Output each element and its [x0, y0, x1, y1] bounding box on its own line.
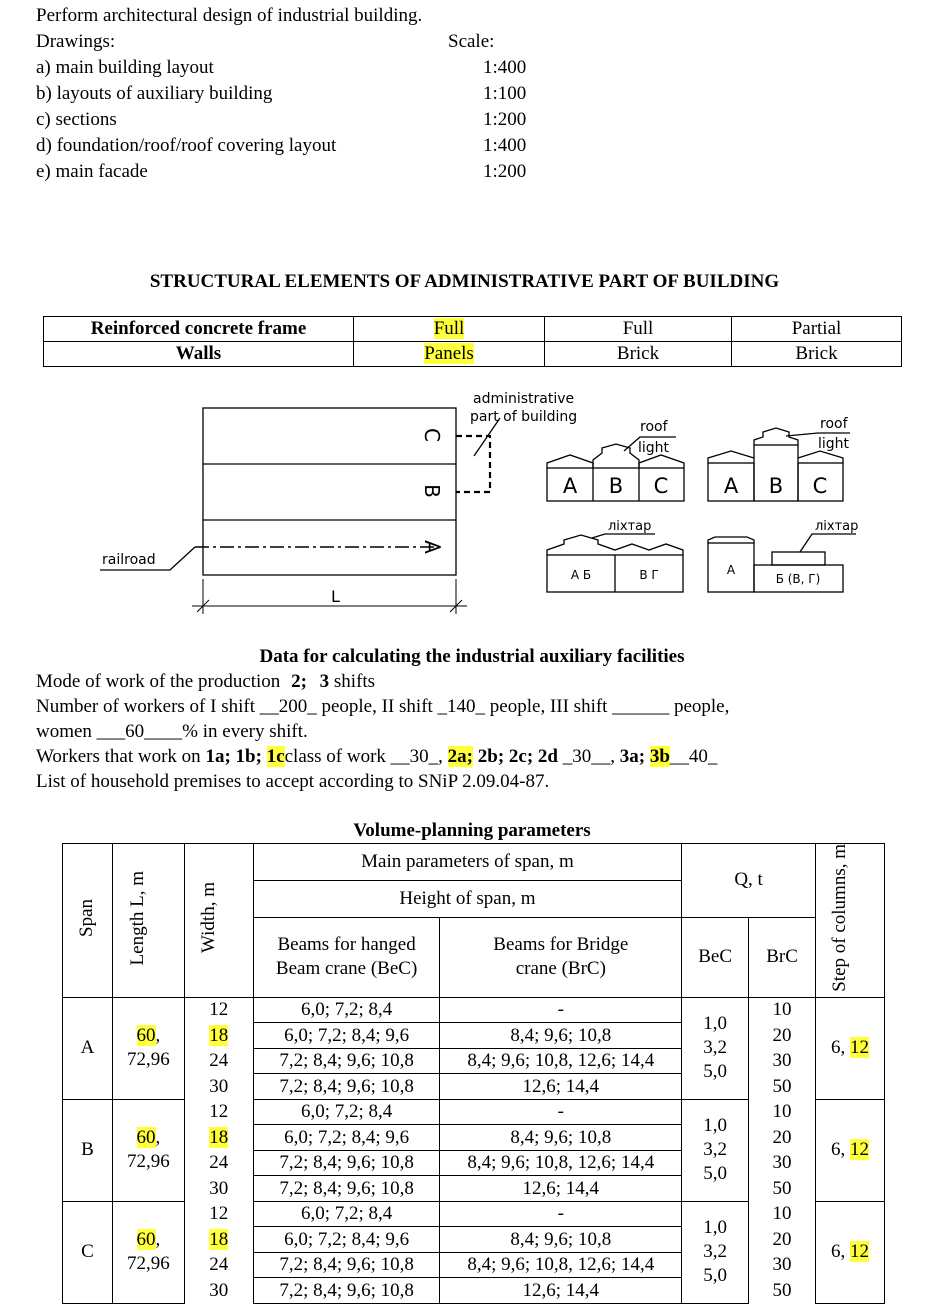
table-row — [63, 1150, 885, 1176]
premises-line: List of household premises to accept according to SNiP 2.09.04-87. — [36, 771, 550, 792]
q-brc-cell: 30 — [749, 1150, 816, 1176]
q-brc-cell: 10 — [749, 997, 816, 1023]
admin-label: part of building — [470, 409, 578, 425]
header-bec: Beams for hanged Beam crane (BeC) — [253, 917, 440, 997]
width-value: 30 — [209, 1279, 229, 1301]
q-brc-cell: 50 — [749, 1074, 816, 1100]
class-1ab: 1a; 1b; — [205, 746, 262, 767]
table-row — [63, 1176, 885, 1202]
brc-height-cell: 8,4; 9,6; 10,8, 12,6; 14,4 — [440, 1252, 682, 1278]
table-row — [63, 1125, 885, 1151]
railroad-label: railroad — [102, 552, 156, 568]
q-bec-cell — [682, 997, 749, 1099]
length-cell — [112, 1099, 184, 1201]
drawing-item-scale: 1:100 — [483, 83, 527, 104]
bec-height-cell: 6,0; 7,2; 8,4; 9,6 — [253, 1125, 440, 1151]
length-comma: , — [155, 1127, 161, 1149]
table-row — [63, 1278, 885, 1304]
header-main-params: Main parameters of span, m — [253, 844, 681, 881]
section1-roof-light — [593, 444, 639, 468]
q-brc-cell: 10 — [749, 1201, 816, 1227]
length-label: L — [331, 587, 340, 606]
span-label-c: C — [420, 428, 444, 442]
header-height: Height of span, m — [253, 880, 681, 917]
bec-height-cell: 7,2; 8,4; 9,6; 10,8 — [253, 1278, 440, 1304]
drawing-item-name: b) layouts of auxiliary building — [36, 83, 273, 104]
width-value: 12 — [209, 1101, 229, 1123]
lihtar-label: ліхтар — [608, 519, 652, 534]
table-row — [63, 1252, 885, 1278]
bec-height-cell: 7,2; 8,4; 9,6; 10,8 — [253, 1074, 440, 1100]
class-mid2: _30__, — [562, 746, 615, 767]
class-3b: 3b — [649, 746, 670, 767]
aux-heading: Data for calculating the industrial auxiliary facilities — [259, 646, 685, 667]
length-comma: , — [155, 1229, 161, 1251]
mode-3: 3 — [319, 671, 330, 692]
header-q-brc: BrC — [749, 917, 816, 997]
highlighted-step: 12 — [850, 1139, 869, 1161]
step-cell — [816, 997, 885, 1099]
q-brc-cell: 30 — [749, 1048, 816, 1074]
q-bec-value: 1,0 — [703, 1013, 727, 1035]
class-1c: 1c — [266, 746, 285, 767]
section2-roof-light — [754, 428, 798, 445]
bec-height-cell: 6,0; 7,2; 8,4 — [253, 997, 440, 1023]
span-cell: B — [63, 1099, 113, 1201]
section4-roof — [708, 537, 754, 543]
q-bec-cell — [682, 1201, 749, 1303]
structural-option: Brick — [732, 342, 902, 367]
width-cell — [184, 1074, 253, 1100]
section1-roof — [639, 455, 684, 468]
class-end: __40_ — [669, 746, 718, 767]
mode-line — [36, 671, 375, 693]
drawing-item-scale: 1:400 — [483, 57, 527, 78]
length-cell — [112, 1201, 184, 1303]
light-label: light — [638, 440, 670, 456]
width-cell — [184, 1150, 253, 1176]
section3-label: В Г — [639, 568, 659, 582]
women-line: women ___60____% in every shift. — [36, 721, 308, 742]
structural-label: Reinforced concrete frame — [44, 317, 354, 342]
width-cell — [184, 1227, 253, 1253]
volume-title: Volume-planning parameters — [353, 820, 591, 841]
q-brc-cell: 20 — [749, 1227, 816, 1253]
brc-height-cell: 8,4; 9,6; 10,8, 12,6; 14,4 — [440, 1150, 682, 1176]
drawings-label: Drawings: — [36, 31, 116, 52]
step-cell — [816, 1099, 885, 1201]
brc-height-cell: 8,4; 9,6; 10,8 — [440, 1023, 682, 1049]
admin-part-outline — [456, 436, 490, 492]
class-mid: class of work __30_, — [284, 746, 443, 767]
width-cell — [184, 1048, 253, 1074]
width-cell — [184, 1201, 253, 1227]
width-cell — [184, 1125, 253, 1151]
highlighted-length: 60 — [136, 1025, 156, 1047]
brc-height-cell: 8,4; 9,6; 10,8 — [440, 1125, 682, 1151]
width-cell — [184, 1099, 253, 1125]
drawing-item-name: e) main facade — [36, 161, 148, 182]
width-value: 24 — [209, 1152, 229, 1174]
q-bec-value: 3,2 — [703, 1139, 727, 1161]
span-label-a: A — [420, 540, 444, 554]
workers-line: Number of workers of I shift __200_ people, II shift _140_ people, III shift ______ people, — [36, 696, 730, 717]
q-brc-cell: 50 — [749, 1176, 816, 1202]
width-value: 30 — [209, 1177, 229, 1199]
header-span: Span — [63, 844, 113, 998]
building-diagram — [0, 0, 929, 640]
class-2a: 2a; — [447, 746, 473, 767]
structural-label: Walls — [44, 342, 354, 367]
highlighted-option: Panels — [424, 343, 474, 364]
drawing-item-name: d) foundation/roof/roof covering layout — [36, 135, 337, 156]
scale-label: Scale: — [448, 31, 495, 52]
bec-height-cell: 7,2; 8,4; 9,6; 10,8 — [253, 1176, 440, 1202]
drawing-item-scale: 1:400 — [483, 135, 527, 156]
table-row — [63, 997, 885, 1023]
width-value: 18 — [209, 1228, 229, 1250]
header-q-bec: BeC — [682, 917, 749, 997]
length-rest: 72,96 — [127, 1049, 170, 1071]
highlighted-step: 12 — [850, 1037, 869, 1059]
bec-height-cell: 7,2; 8,4; 9,6; 10,8 — [253, 1048, 440, 1074]
section2-roof — [798, 451, 843, 463]
lihtar-label: ліхтар — [815, 519, 859, 534]
width-cell — [184, 1176, 253, 1202]
section3-roof-leader — [592, 534, 655, 538]
bec-height-cell: 7,2; 8,4; 9,6; 10,8 — [253, 1252, 440, 1278]
roof-label: roof — [640, 419, 668, 435]
brc-height-cell: - — [440, 1201, 682, 1227]
section2-label: B — [768, 474, 784, 498]
structural-option: Partial — [732, 317, 902, 342]
bec-height-cell: 6,0; 7,2; 8,4 — [253, 1201, 440, 1227]
table-row — [63, 1048, 885, 1074]
width-value: 30 — [209, 1075, 229, 1097]
step-value: 6, — [831, 1241, 846, 1263]
brc-height-cell: 8,4; 9,6; 10,8 — [440, 1227, 682, 1253]
section3-roof — [547, 535, 683, 555]
section1-roof — [547, 455, 593, 468]
admin-label: administrative — [473, 391, 575, 407]
header-width: Width, m — [184, 844, 253, 998]
width-value: 24 — [209, 1254, 229, 1276]
table-row — [63, 1227, 885, 1253]
width-value: 18 — [209, 1126, 229, 1148]
section4-label: Б (В, Г) — [775, 572, 821, 586]
drawing-item-name: c) sections — [36, 109, 117, 130]
brc-height-cell: 12,6; 14,4 — [440, 1074, 682, 1100]
main-building-outline — [203, 408, 456, 575]
section4-roof-light — [772, 552, 825, 565]
length-comma: , — [155, 1025, 161, 1047]
section2-label: C — [812, 474, 828, 498]
q-brc-cell: 10 — [749, 1099, 816, 1125]
brc-height-cell: 12,6; 14,4 — [440, 1278, 682, 1304]
task-text: Perform architectural design of industrial building. — [36, 5, 423, 26]
step-cell — [816, 1201, 885, 1303]
q-bec-value: 5,0 — [703, 1061, 727, 1083]
width-value: 12 — [209, 999, 229, 1021]
q-bec-value: 1,0 — [703, 1217, 727, 1239]
class-line — [36, 746, 717, 768]
brc-height-cell: - — [440, 997, 682, 1023]
brc-height-cell: 8,4; 9,6; 10,8, 12,6; 14,4 — [440, 1048, 682, 1074]
step-value: 6, — [831, 1139, 846, 1161]
volume-table — [62, 843, 885, 1304]
highlighted-length: 60 — [136, 1229, 156, 1251]
structural-heading: STRUCTURAL ELEMENTS OF ADMINISTRATIVE PART OF BUILDING — [149, 271, 780, 292]
span-cell: C — [63, 1201, 113, 1303]
q-bec-value: 3,2 — [703, 1037, 727, 1059]
q-brc-cell: 30 — [749, 1252, 816, 1278]
class-2bcd: 2b; 2c; 2d — [477, 746, 558, 767]
step-value: 6, — [831, 1037, 846, 1059]
section3-label: А Б — [570, 568, 592, 582]
width-value: 18 — [209, 1024, 229, 1046]
q-bec-value: 5,0 — [703, 1265, 727, 1287]
span-cell: A — [63, 997, 113, 1099]
section1-label: B — [608, 474, 624, 498]
width-value: 12 — [209, 1203, 229, 1225]
light-label: light — [818, 436, 850, 452]
length-rest: 72,96 — [127, 1253, 170, 1275]
drawing-item-name: a) main building layout — [36, 57, 214, 78]
section1-label: A — [562, 474, 578, 498]
highlighted-step: 12 — [850, 1241, 869, 1263]
width-cell — [184, 997, 253, 1023]
section4-roof-leader — [800, 534, 856, 552]
width-cell — [184, 1278, 253, 1304]
header-step: Step of columns, m — [816, 844, 885, 998]
header-brc: Beams for Bridge crane (BrC) — [440, 917, 682, 997]
roof-label: roof — [820, 416, 848, 432]
width-value: 24 — [209, 1050, 229, 1072]
q-brc-cell: 20 — [749, 1023, 816, 1049]
table-row — [63, 1023, 885, 1049]
bec-height-cell: 7,2; 8,4; 9,6; 10,8 — [253, 1150, 440, 1176]
section2-roof — [708, 451, 754, 463]
structural-option: Brick — [545, 342, 732, 367]
section4-label: А — [726, 563, 736, 577]
structural-option: Full — [545, 317, 732, 342]
mode-suffix: shifts — [333, 671, 376, 692]
header-q: Q, t — [682, 844, 816, 918]
highlighted-length: 60 — [136, 1127, 156, 1149]
q-bec-cell — [682, 1099, 749, 1201]
bec-height-cell: 6,0; 7,2; 8,4; 9,6 — [253, 1227, 440, 1253]
span-label-b: B — [420, 484, 444, 498]
q-bec-value: 5,0 — [703, 1163, 727, 1185]
brc-height-cell: 12,6; 14,4 — [440, 1176, 682, 1202]
brc-height-cell: - — [440, 1099, 682, 1125]
drawing-item-scale: 1:200 — [483, 109, 527, 130]
highlighted-option: Full — [433, 318, 465, 339]
drawing-item-scale: 1:200 — [483, 161, 527, 182]
section2-label: A — [723, 474, 739, 498]
table-row — [63, 1201, 885, 1227]
table-header-row — [63, 844, 885, 881]
section1-label: C — [653, 474, 669, 498]
q-bec-value: 1,0 — [703, 1115, 727, 1137]
width-cell — [184, 1023, 253, 1049]
length-rest: 72,96 — [127, 1151, 170, 1173]
table-row — [63, 1099, 885, 1125]
q-brc-cell: 20 — [749, 1125, 816, 1151]
mode-2: 2; — [291, 671, 307, 692]
length-cell — [112, 997, 184, 1099]
table-row — [63, 1074, 885, 1100]
bec-height-cell: 6,0; 7,2; 8,4 — [253, 1099, 440, 1125]
q-brc-cell: 50 — [749, 1278, 816, 1304]
header-length: Length L, m — [112, 844, 184, 998]
class-prefix: Workers that work on — [36, 746, 201, 767]
class-3a: 3a; — [619, 746, 646, 767]
q-bec-value: 3,2 — [703, 1241, 727, 1263]
width-cell — [184, 1252, 253, 1278]
bec-height-cell: 6,0; 7,2; 8,4; 9,6 — [253, 1023, 440, 1049]
mode-text: Mode of work of the production — [36, 671, 281, 692]
